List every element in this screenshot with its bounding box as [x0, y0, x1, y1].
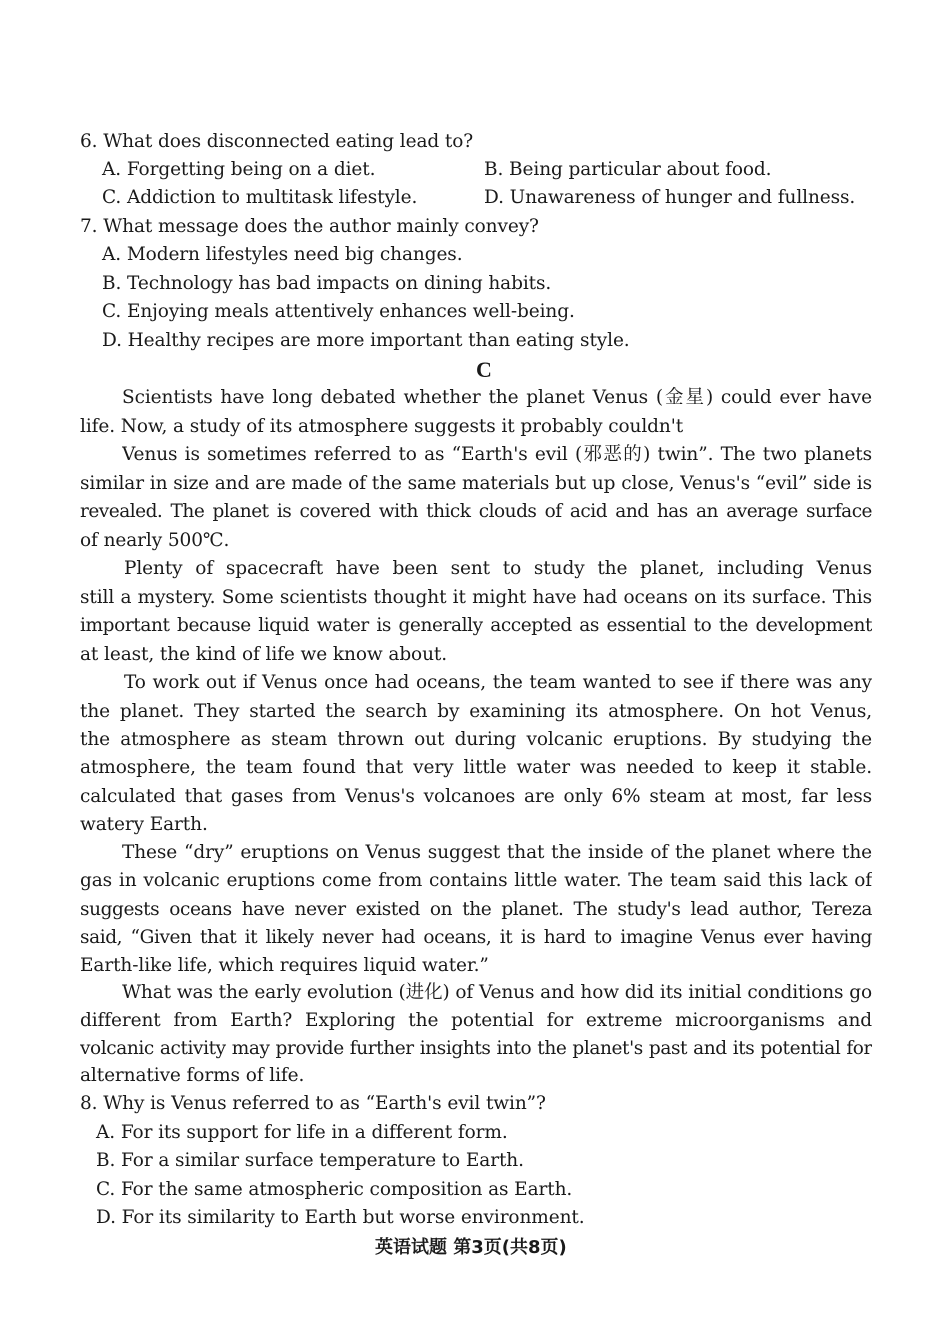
passage-line: suggests oceans have never existed on the planet. The study's lead author, Tereza [80, 899, 872, 920]
passage-line: gas in volcanic eruptions come from contains little water. The team said this lack of [80, 870, 872, 891]
passage-line: life. Now, a study of its atmosphere suggests it probably couldn't [80, 416, 684, 437]
passage-line: of nearly 500℃. [80, 530, 230, 551]
passage-line: calculated that gases from Venus's volcanoes are only 6% steam at most, far less [80, 786, 872, 807]
passage-line: Earth-like life, which requires liquid water.” [80, 955, 489, 976]
passage-line: similar in size and are made of the same materials but up close, Venus's “evil” side is [80, 473, 872, 494]
q6-option-c: C. Addiction to multitask lifestyle. [102, 187, 418, 208]
q6-question: 6. What does disconnected eating lead to? [80, 131, 474, 152]
q7-option-a: A. Modern lifestyles need big changes. [102, 244, 463, 265]
passage-line: at least, the kind of life we know about. [80, 644, 448, 665]
passage-line: different from Earth? Exploring the potential for extreme microorganisms and [80, 1010, 872, 1031]
q6-option-a: A. Forgetting being on a diet. [102, 159, 376, 180]
q8-option-a: A. For its support for life in a different form. [96, 1122, 508, 1143]
q8-question: 8. Why is Venus referred to as “Earth's evil twin”? [80, 1093, 546, 1114]
q7-question: 7. What message does the author mainly convey? [80, 216, 539, 237]
passage-line: Venus is sometimes referred to as “Earth's evil (邪恶的) twin”. The two planets [122, 444, 872, 465]
passage-line: Plenty of spacecraft have been sent to study the planet, including Venus [124, 558, 872, 579]
q8-option-b: B. For a similar surface temperature to Earth. [96, 1150, 524, 1171]
passage-line: revealed. The planet is covered with thick clouds of acid and has an average surface [80, 501, 872, 522]
passage-line: important because liquid water is generally accepted as essential to the development [80, 615, 872, 636]
q8-option-c: C. For the same atmospheric composition as Earth. [96, 1179, 573, 1200]
passage-line: To work out if Venus once had oceans, the team wanted to see if there was any [124, 672, 872, 693]
passage-line: still a mystery. Some scientists thought it might have had oceans on its surface. This [80, 587, 872, 608]
passage-line: watery Earth. [80, 814, 208, 835]
passage-line: What was the early evolution (进化) of Venus and how did its initial conditions go [122, 982, 872, 1003]
q7-option-c: C. Enjoying meals attentively enhances well-being. [102, 301, 575, 322]
passage-line: the atmosphere as steam thrown out during volcanic eruptions. By studying the [80, 729, 872, 750]
q7-option-d: D. Healthy recipes are more important than eating style. [102, 330, 630, 351]
passage-line: These “dry” eruptions on Venus suggest that the inside of the planet where the [122, 842, 872, 863]
passage-line: said, “Given that it likely never had oceans, it is hard to imagine Venus ever having [80, 927, 872, 948]
q7-option-b: B. Technology has bad impacts on dining habits. [102, 273, 552, 294]
section-heading: C [476, 357, 492, 382]
passage-line: volcanic activity may provide further insights into the planet's past and its potential for [80, 1038, 872, 1059]
passage-line: the planet. They started the search by examining its atmosphere. On hot Venus, [80, 701, 872, 722]
passage-line: Scientists have long debated whether the planet Venus (金星) could ever have [122, 387, 872, 408]
passage-line: alternative forms of life. [80, 1065, 305, 1086]
q6-option-d: D. Unawareness of hunger and fullness. [484, 187, 856, 208]
passage-line: atmosphere, the team found that very little water was needed to keep it stable. [80, 757, 872, 778]
q6-option-b: B. Being particular about food. [484, 159, 772, 180]
q8-option-d: D. For its similarity to Earth but worse environment. [96, 1207, 585, 1228]
page-footer: 英语试题 第3页(共8页) [375, 1237, 567, 1258]
